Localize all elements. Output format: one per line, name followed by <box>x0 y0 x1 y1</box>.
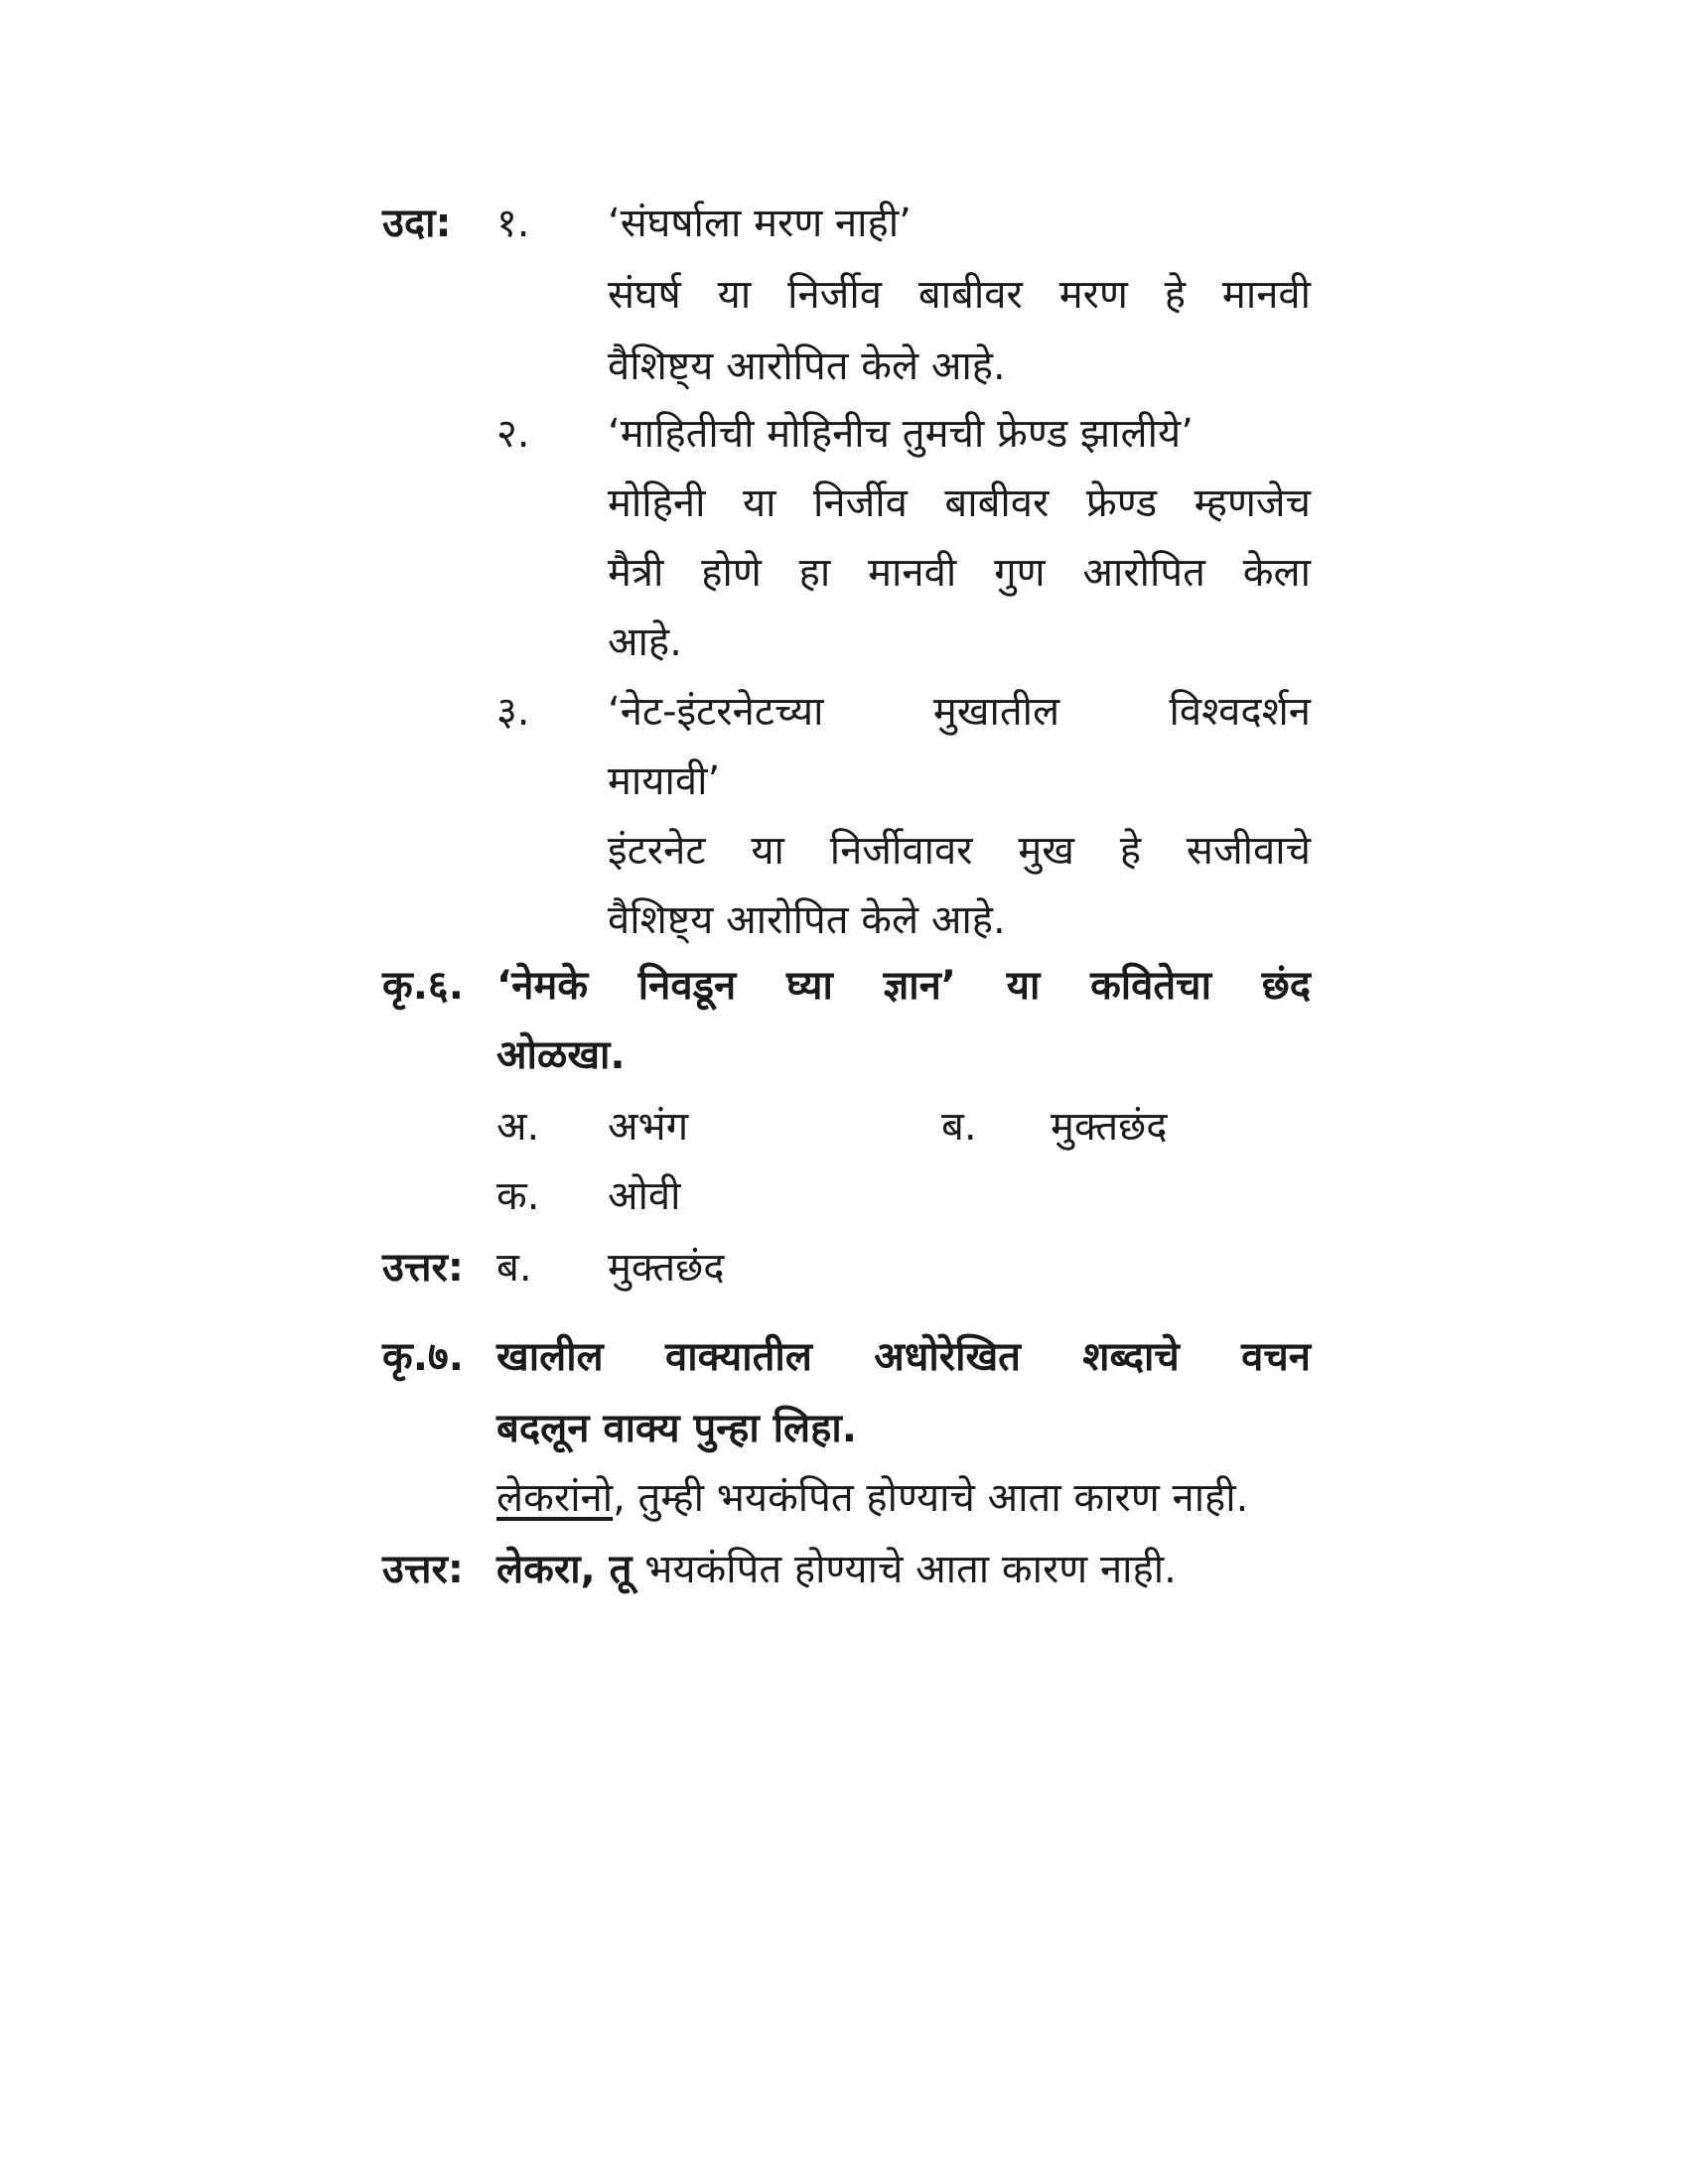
example-2-explanation-line-1: मोहिनी या निर्जीव बाबीवर फ्रेण्ड म्हणजेच <box>608 480 1311 526</box>
question-7-label: कृ.७. <box>382 1334 464 1380</box>
example-2-explanation-line-2: मैत्री होणे हा मानवी गुण आरोपित केला <box>608 550 1311 596</box>
question-6-text-line-2: ओळखा. <box>496 1032 626 1078</box>
option-b-key: ब. <box>941 1104 977 1150</box>
example-2-explanation-line-3: आहे. <box>608 619 682 665</box>
underlined-word: लेकरांनो <box>496 1475 614 1521</box>
example-3-quote-line-1: ‘नेट-इंटरनेटच्या मुखातील विश्वदर्शन <box>608 689 1311 735</box>
question-7-sentence <box>496 1463 1248 1533</box>
option-b-text: मुक्तछंद <box>1051 1104 1168 1150</box>
answer-6-text: मुक्तछंद <box>608 1245 725 1291</box>
example-1-explanation-line-1: संघर्ष या निर्जीव बाबीवर मरण हे मानवी <box>608 272 1311 318</box>
answer-7-bold: लेकरा, तू <box>496 1547 633 1592</box>
example-3-explanation-line-1: इंटरनेट या निर्जीवावर मुख हे सजीवाचे <box>608 828 1311 874</box>
answer-6-key: ब. <box>496 1245 532 1291</box>
question-7-text-line-1: खालील वाक्यातील अधोरेखित शब्दाचे वचन <box>496 1334 1311 1380</box>
option-c-key: क. <box>496 1173 540 1219</box>
example-2-number: २. <box>496 411 530 457</box>
example-3-number: ३. <box>496 689 530 735</box>
sentence-rest: , तुम्ही भयकंपित होण्याचे आता कारण नाही. <box>613 1475 1249 1521</box>
answer-7-text <box>496 1535 1177 1604</box>
example-1-quote: ‘संघर्षाला मरण नाही’ <box>608 201 912 246</box>
answer-7-rest: भयकंपित होण्याचे आता कारण नाही. <box>632 1547 1177 1592</box>
example-3-explanation-line-2: वैशिष्ट्य आरोपित केले आहे. <box>608 897 1006 943</box>
answer-6-label: उत्तर: <box>382 1245 464 1291</box>
question-6-label: कृ.६. <box>382 963 464 1009</box>
option-a-key: अ. <box>496 1104 540 1150</box>
example-1-number: १. <box>496 201 530 246</box>
example-2-quote: ‘माहितीची मोहिनीच तुमची फ्रेण्ड झालीये’ <box>608 411 1194 457</box>
example-1-explanation-line-2: वैशिष्ट्य आरोपित केले आहे. <box>608 343 1006 389</box>
question-7-text-line-2: बदलून वाक्य पुन्हा लिहा. <box>496 1406 857 1451</box>
answer-7-label: उत्तर: <box>382 1547 464 1592</box>
option-a-text: अभंग <box>608 1104 689 1150</box>
example-3-quote-line-2: मायावी’ <box>608 758 721 804</box>
example-label: उदा: <box>382 201 452 246</box>
option-c-text: ओवी <box>608 1173 681 1219</box>
question-6-text-line-1: ‘नेमके निवडून घ्या ज्ञान’ या कवितेचा छंद <box>496 963 1311 1009</box>
